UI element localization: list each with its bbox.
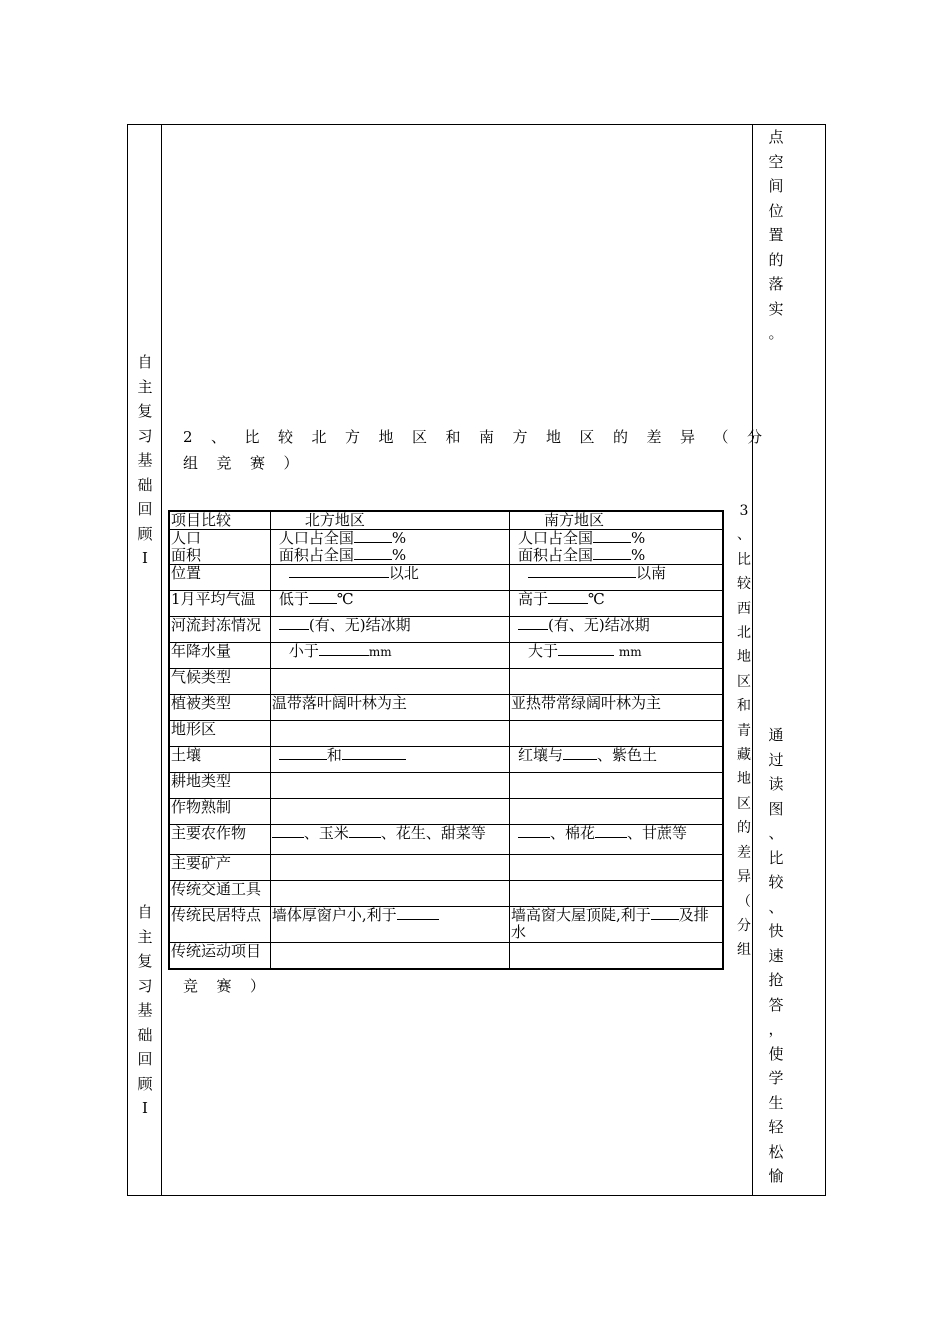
south-cell: 亚热带常绿阔叶林为主 xyxy=(510,695,723,721)
south-cell: 以南 xyxy=(510,565,723,591)
vertical-char: 顾 xyxy=(137,1074,153,1093)
table-row xyxy=(169,881,723,907)
vertical-char: 、 xyxy=(768,824,784,842)
vertical-char: 习 xyxy=(137,976,153,995)
south-cell xyxy=(510,855,723,881)
row-label: 河流封冻情况 xyxy=(169,617,270,643)
south-cell: 人口占全国 % 面积占全国 % xyxy=(510,530,723,565)
vertical-char: 快 xyxy=(768,922,784,940)
table-row xyxy=(169,799,723,825)
row-label: 主要农作物 xyxy=(169,825,270,855)
header-south: 南方地区 xyxy=(510,511,723,530)
vertical-char: 回 xyxy=(137,1050,153,1068)
south-cell xyxy=(510,799,723,825)
table-row xyxy=(169,530,723,565)
vertical-char: 比 xyxy=(737,551,751,568)
table-row xyxy=(169,617,723,643)
column-divider-left xyxy=(161,124,162,1196)
south-cell xyxy=(510,881,723,907)
table-row xyxy=(169,747,723,773)
vertical-char: 愉 xyxy=(768,1167,784,1185)
row-label: 地形区 xyxy=(169,721,270,747)
vertical-char: 的 xyxy=(737,820,751,837)
vertical-char: Ⅰ xyxy=(142,549,148,567)
row-label: 人口 面积 xyxy=(169,530,270,565)
row-label: 气候类型 xyxy=(169,669,270,695)
south-cell: 高于 ℃ xyxy=(510,591,723,617)
vertical-char: 回 xyxy=(137,500,153,518)
north-cell xyxy=(270,669,509,695)
row-label: 土壤 xyxy=(169,747,270,773)
vertical-char: 轻 xyxy=(768,1118,784,1136)
north-cell xyxy=(270,799,509,825)
vertical-char: 北 xyxy=(737,625,751,642)
vertical-char: 答 xyxy=(768,995,784,1014)
vertical-char: 异 xyxy=(737,869,751,886)
vertical-char: 自 xyxy=(137,353,153,371)
vertical-char: 主 xyxy=(137,377,153,396)
vertical-char: 位 xyxy=(768,201,784,220)
north-cell: 低于 ℃ xyxy=(270,591,509,617)
table-row xyxy=(169,669,723,695)
heading-continuation: 竞赛） xyxy=(183,977,284,995)
north-cell xyxy=(270,773,509,799)
row-label: 主要矿产 xyxy=(169,855,270,881)
vertical-char: 和 xyxy=(737,698,751,715)
north-cell xyxy=(270,943,509,969)
table-row xyxy=(169,565,723,591)
vertical-char: 、 xyxy=(737,527,751,544)
vertical-char: 抢 xyxy=(768,971,784,989)
vertical-char: 速 xyxy=(768,946,784,965)
vertical-char: 基 xyxy=(137,451,153,469)
table-row xyxy=(169,695,723,721)
vertical-char: 通 xyxy=(768,726,784,744)
vertical-char: 。 xyxy=(768,324,784,342)
vertical-char: 习 xyxy=(137,426,153,445)
south-cell xyxy=(510,773,723,799)
row-label: 植被类型 xyxy=(169,695,270,721)
table-row xyxy=(169,825,723,855)
table-row xyxy=(169,773,723,799)
south-cell: 、棉花 、甘蔗等 xyxy=(510,825,723,855)
right-note-top xyxy=(764,125,788,346)
vertical-char: 主 xyxy=(137,927,153,946)
south-cell: (有、无)结冰期 xyxy=(510,617,723,643)
section-heading-line1: 2、比较北方地区和南方地区的差异（分 xyxy=(183,428,781,446)
south-cell: 大于 mm xyxy=(510,643,723,669)
right-note-bottom xyxy=(764,723,788,1189)
vertical-char: 实 xyxy=(768,299,784,318)
vertical-char: 读 xyxy=(768,775,784,793)
north-cell: 以北 xyxy=(270,565,509,591)
vertical-char: 松 xyxy=(768,1142,784,1161)
left-label-upper xyxy=(133,350,157,571)
vertical-char: 差 xyxy=(737,844,751,861)
section-heading-line2: 组竞赛） xyxy=(183,454,318,472)
vertical-char: 分 xyxy=(737,917,751,934)
vertical-char: 藏 xyxy=(737,747,751,764)
south-cell xyxy=(510,669,723,695)
row-label: 位置 xyxy=(169,565,270,591)
table-row xyxy=(169,643,723,669)
header-north: 北方地区 xyxy=(270,511,509,530)
vertical-char: 点 xyxy=(768,128,784,146)
vertical-char: 过 xyxy=(768,750,784,769)
vertical-char: 地 xyxy=(737,649,751,666)
vertical-char: 复 xyxy=(137,952,153,970)
vertical-char: 较 xyxy=(768,873,784,891)
vertical-char: 青 xyxy=(737,722,751,739)
row-label: 传统民居特点 xyxy=(169,907,270,943)
left-label-lower xyxy=(133,900,157,1121)
row-label: 作物熟制 xyxy=(169,799,270,825)
vertical-char: 置 xyxy=(768,226,784,244)
vertical-char: 落 xyxy=(768,275,784,293)
vertical-char: Ⅰ xyxy=(142,1099,148,1117)
vertical-char: 间 xyxy=(768,177,784,195)
south-cell xyxy=(510,943,723,969)
north-cell: 、玉米 、花生、甜菜等 xyxy=(270,825,509,855)
header-item: 项目比较 xyxy=(169,511,270,530)
vertical-char: 学 xyxy=(768,1069,784,1087)
vertical-char: 区 xyxy=(737,795,751,812)
vertical-char: 的 xyxy=(768,250,784,269)
row-label: 耕地类型 xyxy=(169,773,270,799)
table-row xyxy=(169,907,723,943)
vertical-char: 西 xyxy=(737,600,751,617)
south-cell: 红壤与 、紫色土 xyxy=(510,747,723,773)
vertical-char: 生 xyxy=(768,1093,784,1112)
table-row xyxy=(169,721,723,747)
north-cell: 温带落叶阔叶林为主 xyxy=(270,695,509,721)
table-row xyxy=(169,855,723,881)
vertical-char: 顾 xyxy=(137,524,153,543)
north-cell: 人口占全国 % 面积占全国 % xyxy=(270,530,509,565)
south-cell xyxy=(510,721,723,747)
vertical-char: 图 xyxy=(768,799,784,818)
north-cell: 墙体厚窗户小,利于 xyxy=(270,907,509,943)
row-label: 传统交通工具 xyxy=(169,881,270,907)
north-cell: 和 xyxy=(270,747,509,773)
table-header-row xyxy=(169,511,723,530)
vertical-char: （ xyxy=(737,893,751,910)
north-cell xyxy=(270,721,509,747)
vertical-char: 、 xyxy=(768,897,784,916)
vertical-char: 基 xyxy=(137,1001,153,1019)
vertical-char: 础 xyxy=(137,1025,153,1044)
row-label: 传统运动项目 xyxy=(169,943,270,969)
table-row xyxy=(169,591,723,617)
vertical-char: 空 xyxy=(768,152,784,171)
vertical-char: 地 xyxy=(737,771,751,788)
north-cell xyxy=(270,855,509,881)
vertical-char: 比 xyxy=(768,848,784,867)
north-cell: (有、无)结冰期 xyxy=(270,617,509,643)
vertical-char: 使 xyxy=(768,1044,784,1063)
vertical-char: 3 xyxy=(739,503,749,519)
north-south-comparison-table xyxy=(168,510,724,970)
vertical-char: 础 xyxy=(137,475,153,494)
vertical-char: 复 xyxy=(137,402,153,420)
row-label: 1月平均气温 xyxy=(169,591,270,617)
vertical-char: 较 xyxy=(737,576,751,593)
comparison-task-3-vertical xyxy=(732,499,756,963)
vertical-char: 区 xyxy=(737,673,751,690)
north-cell xyxy=(270,881,509,907)
table-row xyxy=(169,943,723,969)
vertical-char: 自 xyxy=(137,903,153,921)
north-cell: 小于 mm xyxy=(270,643,509,669)
vertical-char: ， xyxy=(768,1020,784,1038)
vertical-char: 组 xyxy=(737,942,751,959)
south-cell: 墙高窗大屋顶陡,利于 及排水 xyxy=(510,907,723,943)
row-label: 年降水量 xyxy=(169,643,270,669)
